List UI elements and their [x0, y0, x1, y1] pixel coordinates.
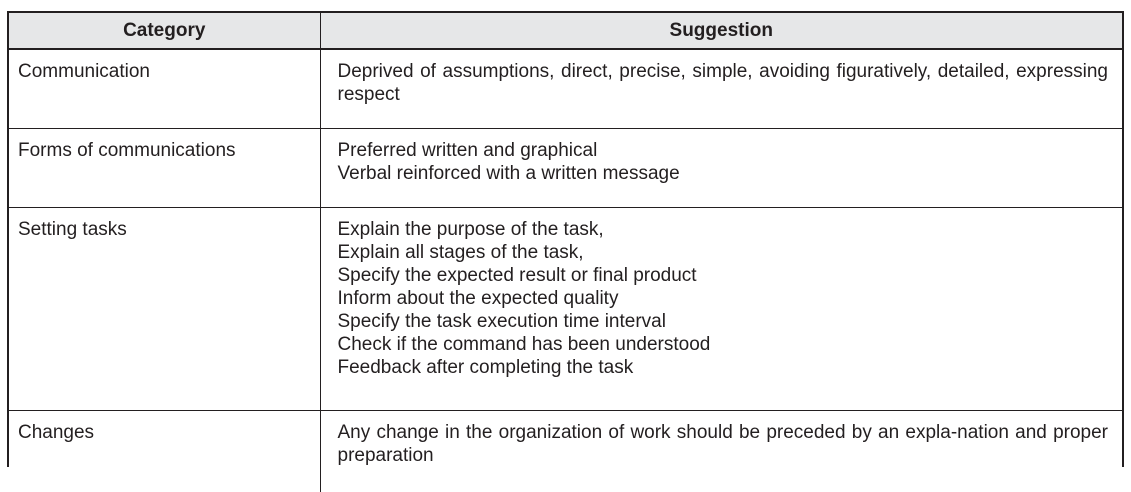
suggestion-line: Feedback after completing the task: [338, 356, 1109, 379]
suggestion-line: Check if the command has been understood: [338, 333, 1109, 356]
table-row: [9, 129, 1122, 208]
suggestion-line: Inform about the expected quality: [338, 287, 1109, 310]
table-row: [9, 411, 1122, 492]
suggestions-table: [9, 13, 1122, 492]
suggestion-line: Explain all stages of the task,: [338, 241, 1109, 264]
suggestion-cell: Deprived of assumptions, direct, precise, simple, avoiding figuratively, detailed, expressing respect: [320, 49, 1122, 129]
suggestion-line: Preferred written and graphical: [338, 139, 1109, 162]
suggestion-line: Specify the expected result or final product: [338, 264, 1109, 287]
suggestion-cell: [320, 208, 1122, 411]
column-header-category: Category: [9, 13, 320, 49]
category-cell: Communication: [9, 49, 320, 129]
suggestion-cell: Any change in the organization of work should be preceded by an expla-nation and proper preparation: [320, 411, 1122, 492]
suggestions-table-container: [7, 11, 1124, 467]
suggestion-line: Verbal reinforced with a written message: [338, 162, 1109, 185]
suggestion-cell: [320, 129, 1122, 208]
category-cell: Setting tasks: [9, 208, 320, 411]
suggestion-line: Explain the purpose of the task,: [338, 218, 1109, 241]
table-header-row: [9, 13, 1122, 49]
column-header-suggestion: Suggestion: [320, 13, 1122, 49]
table-row: [9, 208, 1122, 411]
table-row: [9, 49, 1122, 129]
category-cell: Forms of communications: [9, 129, 320, 208]
suggestion-line: Specify the task execution time interval: [338, 310, 1109, 333]
category-cell: Changes: [9, 411, 320, 492]
